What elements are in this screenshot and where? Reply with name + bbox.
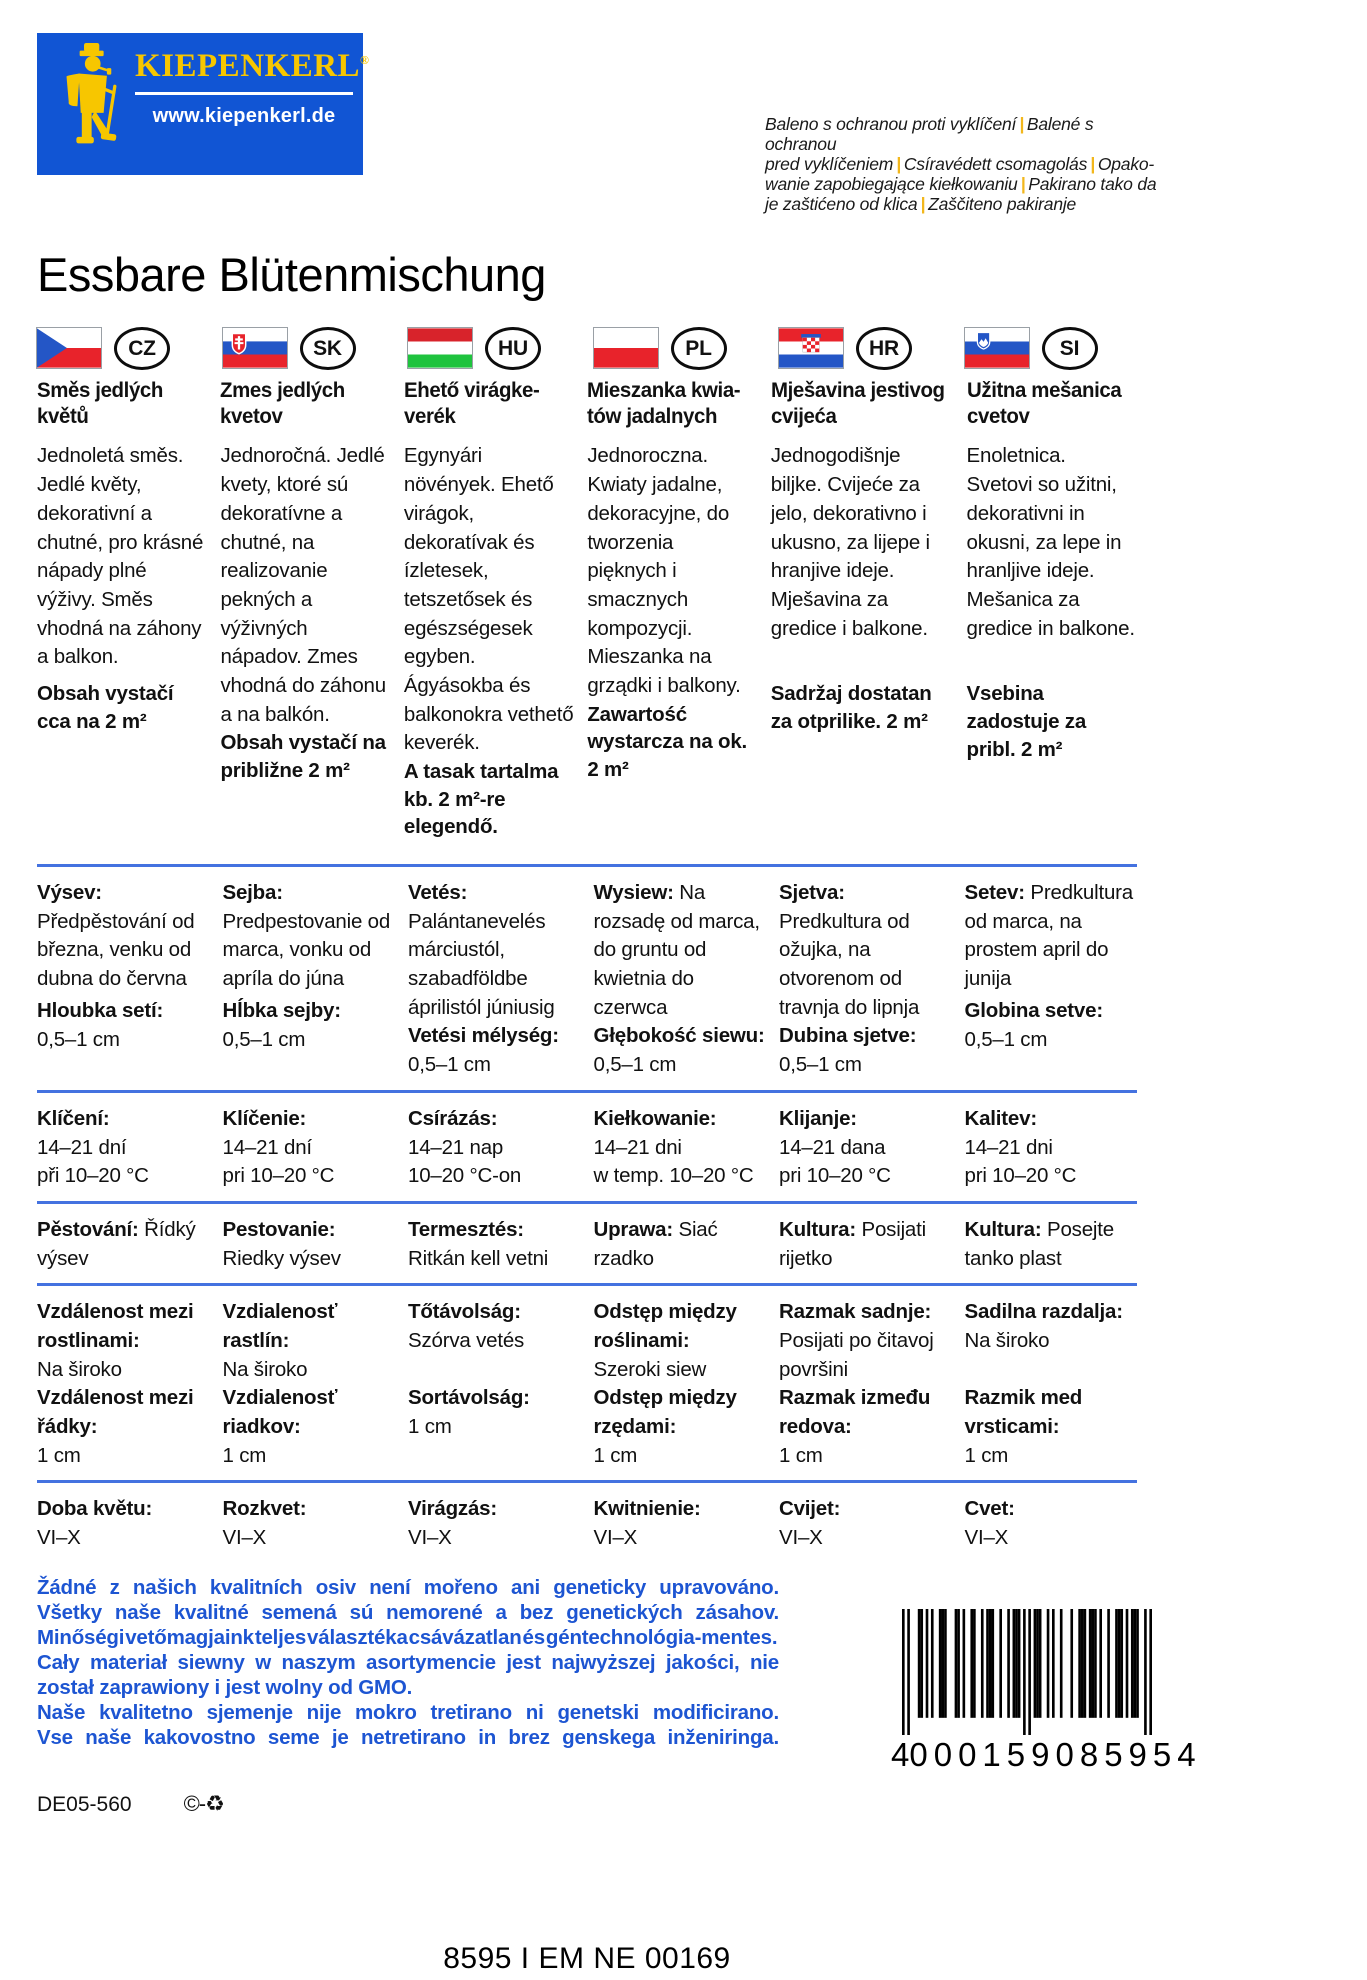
gmo-line-hr: Naše kvalitetno sjemenje nije mokro tretirano ni genetski modificirano. <box>37 1700 779 1724</box>
gmo-line-hu: Minőségi vetőmagjaink teljes választéka csávázatlan és géntechnológia-mentes. <box>37 1625 778 1649</box>
kiepenkerl-logo <box>37 33 370 175</box>
spacing-cell: Razmak sadnje: Posijati po čitavoj površini Razmak između redova: 1 cm <box>779 1300 934 1467</box>
divider-rule <box>37 1283 1137 1286</box>
packaging-note-line: Baleno s ochranou proti vyklíčení | Balené s ochranou <box>765 114 1094 154</box>
print-code: DE05-560 <box>37 1792 132 1816</box>
column-heading: Užitna mešanica cvetov <box>966 378 1121 428</box>
depth-value: 0,5–1 cm <box>408 1053 491 1077</box>
depth-value: 0,5–1 cm <box>964 1027 1048 1051</box>
culture-cell: Pěstování: Řídký výsev <box>37 1217 196 1270</box>
flowering-cell: Cvet: VI–X <box>964 1497 1015 1550</box>
depth-value: 0,5–1 cm <box>222 1027 306 1051</box>
item-code: 8595 I EM NE 00169 <box>443 1941 731 1975</box>
flowering-cell: Doba květu: VI–X <box>37 1497 153 1550</box>
logo-divider <box>135 92 353 95</box>
brand-url: www.kiepenkerl.de <box>152 104 336 127</box>
flag-cell <box>223 327 396 369</box>
packaging-note-line: pred vyklíčeniem | Csíravédett csomagolás | Opako- <box>765 153 1155 174</box>
separator-bar: | <box>896 153 901 174</box>
spacing-cell: Odstęp między roślinami: Szeroki siew Odstęp między rzędami: 1 cm <box>593 1300 737 1467</box>
flowering-cell: Virágzás: VI–X <box>408 1497 497 1550</box>
country-code-badge: CZ <box>114 327 170 370</box>
coverage-note: Sadržaj dostatan za otprilike. 2 m² <box>770 682 932 734</box>
packaging-note <box>765 115 1163 215</box>
barcode-digits <box>891 1735 1202 1773</box>
column-heading: Ehető virágke- verék <box>403 378 540 428</box>
germination-cell: Klíčenie: 14–21 dní pri 10–20 °C <box>222 1106 335 1188</box>
column-description: Jednoroczna. Kwiaty jadalne, dekoracyjne, do tworzenia pięknych i smacznych kompozycji. Mieszanka na grządki i balkony. <box>587 444 741 697</box>
depth-label: Hĺbka sejby: <box>222 999 341 1023</box>
column-heading: Směs jedlých květů <box>37 378 164 428</box>
coverage-note: Zawartość wystarcza na ok. 2 m² <box>587 702 748 782</box>
column-intro <box>37 378 207 854</box>
spacing-cell: Sadilna razdalja: Na široko Razmik med vrsticami: 1 cm <box>964 1300 1123 1467</box>
gmo-line-si: Vse naše kakovostno seme je netretirano in brez genskega inženiringa. <box>37 1725 779 1749</box>
logo-text <box>135 48 370 130</box>
slovenian-flag-icon <box>965 328 1029 368</box>
flag-cell <box>779 327 952 369</box>
separator-bar: | <box>1020 173 1026 194</box>
spacing-cell: Vzdálenost mezi rostlinami: Na široko Vzdálenost mezi řádky: 1 cm <box>37 1300 194 1467</box>
sowing-cell: Setev: Predkultura od marca, na prostem april do junija Globina setve: 0,5–1 cm <box>965 879 1138 1080</box>
barcode-bars-icon <box>902 1609 1152 1735</box>
barcode-lead-digit: 4 <box>891 1735 910 1773</box>
coverage-note: A tasak tartalma kb. 2 m²-re elegendő. <box>403 760 559 839</box>
country-code-badge: SI <box>1042 327 1098 370</box>
croatian-flag-icon <box>779 328 843 368</box>
culture-cell: Pestovanie: Riedky výsev <box>222 1217 341 1270</box>
depth-label: Hloubka setí: <box>37 999 164 1023</box>
spacing-cell: Vzdialenosť rastlín: Na široko Vzdialenosť riadkov: 1 cm <box>222 1300 338 1467</box>
green-dot-icon: ©-♻ <box>183 1791 224 1817</box>
flag-cell <box>408 327 581 369</box>
coverage-note: Vsebina zadostuje za pribl. 2 m² <box>966 682 1087 761</box>
coverage-note: Obsah vystačí na približne 2 m² <box>220 731 386 783</box>
kiepenkerl-figure-icon <box>63 43 129 172</box>
product-title: Essbare Blütenmischung <box>37 247 546 301</box>
sowing-cell: Wysiew: Na rozsadę od marca, do gruntu od kwietnia do czerwca Głębokość siewu: 0,5–1 cm <box>594 879 767 1080</box>
column-intro <box>404 378 574 854</box>
country-code-badge: HU <box>485 327 541 370</box>
culture-cell: Termesztés: Ritkán kell vetni <box>408 1217 549 1270</box>
culture-row <box>37 1216 1137 1273</box>
column-description: Jednoročná. Jedlé kvety, ktoré sú dekoratívne a chutné, na realizovanie pekných a výživných nápadov. Zmes vhodná do záhonu a na balkón. <box>220 444 386 726</box>
separator-bar: | <box>1090 153 1095 174</box>
column-intro <box>771 378 954 854</box>
flag-cell <box>965 327 1138 369</box>
separator-bar: | <box>1019 114 1024 134</box>
culture-cell: Kultura: Posejte tanko plast <box>964 1217 1114 1270</box>
germination-cell: Klijanje: 14–21 dana pri 10–20 °C <box>779 1106 891 1188</box>
depth-label: Głębokość siewu: <box>593 1024 765 1048</box>
separator-bar: | <box>920 193 926 214</box>
depth-value: 0,5–1 cm <box>593 1053 677 1077</box>
column-intro <box>967 378 1137 854</box>
spacing-cell: Tőtávolság: Szórva vetés Sortávolság: 1 cm <box>408 1300 530 1438</box>
spacing-row <box>37 1298 1137 1470</box>
column-description: Enoletnica. Svetovi so užitni, dekorativni in okusni, za lepe in hranljive ideje. Mešanica za gredice in balkone. <box>966 444 1135 640</box>
gmo-line-cz: Žádné z našich kvalitních osiv není mořeno ani geneticky upravováno. <box>37 1575 779 1599</box>
depth-label: Vetési mélység: <box>408 1024 559 1048</box>
column-heading: Mieszanka kwia- tów jadalnych <box>587 378 741 428</box>
country-code-badge: SK <box>300 327 356 370</box>
column-intro <box>220 378 390 854</box>
column-description: Jednogodišnje biljke. Cvijeće za jelo, dekorativno i ukusno, za lijepe i hranjive ideje. Mješavina za gredice i balkone. <box>770 444 930 640</box>
column-description: Jednoletá směs. Jedlé květy, dekorativní a chutné, pro krásné nápady plné výživy. Směs vhodná na záhony a balkon. <box>37 444 204 669</box>
column-intro <box>587 378 757 854</box>
intro-row <box>37 378 1137 854</box>
gmo-line-sk: Všetky naše kvalitné semená sú nemorené a bez genetických zásahov. <box>37 1600 779 1624</box>
barcode <box>891 1609 1202 1773</box>
column-description: Egynyári növények. Ehető virágok, dekoratívak és ízletesek, tetszetősek és egészségesek egyben. Ágyásokba és balkonokra vethető keverék. <box>403 444 574 755</box>
slovak-flag-icon <box>223 328 287 368</box>
header <box>37 33 1163 215</box>
divider-rule <box>37 864 1137 867</box>
culture-cell: Kultura: Posijati rijetko <box>779 1217 926 1270</box>
polish-flag-icon <box>594 328 658 368</box>
flags-row <box>37 327 1137 378</box>
germination-cell: Csírázás: 14–21 nap 10–20 °C-on <box>408 1106 522 1188</box>
czech-flag-icon <box>37 328 101 368</box>
sowing-cell: Vetés: Palántanevelés márciustól, szabadföldbe áprilistól júniusig Vetési mélység: 0,5–1 cm <box>408 879 581 1080</box>
flowering-cell: Cvijet: VI–X <box>779 1497 841 1550</box>
footer-codes <box>37 1789 1337 1820</box>
gmo-line-pl: Cały materiał siewny w naszym asortymencie jest najwyższej jakości, nie został zaprawiony i jest wolny od GMO. <box>37 1650 779 1699</box>
brand-name: KIEPENKERL® <box>135 48 370 84</box>
flowering-cell: Rozkvet: VI–X <box>222 1497 307 1550</box>
column-heading: Zmes jedlých kvetov <box>220 378 346 428</box>
hungarian-flag-icon <box>408 328 472 368</box>
germination-cell: Klíčení: 14–21 dní při 10–20 °C <box>37 1106 149 1188</box>
sowing-row <box>37 879 1137 1080</box>
divider-rule <box>37 1480 1137 1483</box>
flag-cell <box>594 327 767 369</box>
country-code-badge: PL <box>671 327 727 370</box>
depth-label: Globina setve: <box>964 999 1103 1023</box>
germination-cell: Kiełkowanie: 14–21 dni w temp. 10–20 °C <box>593 1106 754 1188</box>
barcode-right-digits: 085954 <box>1055 1735 1202 1773</box>
column-heading: Mješavina jestivog cvijeća <box>770 378 945 428</box>
sowing-cell: Sjetva: Predkultura od ožujka, na otvorenom od travnja do lipnja Dubina sjetve: 0,5–1 cm <box>779 879 952 1080</box>
sowing-cell: Sejba: Predpestovanie od marca, vonku od apríla do júna Hĺbka sejby: 0,5–1 cm <box>223 879 396 1080</box>
divider-rule <box>37 1090 1137 1093</box>
sowing-cell: Výsev: Předpěstování od března, venku od dubna do června Hloubka setí: 0,5–1 cm <box>37 879 210 1080</box>
depth-value: 0,5–1 cm <box>37 1027 120 1051</box>
divider-rule <box>37 1201 1137 1204</box>
gmo-statement <box>37 1575 779 1773</box>
germination-cell: Kalitev: 14–21 dni pri 10–20 °C <box>964 1106 1077 1188</box>
flowering-row <box>37 1495 1137 1552</box>
registered-mark: ® <box>360 53 370 67</box>
depth-value: 0,5–1 cm <box>779 1053 862 1077</box>
coverage-note: Obsah vystačí cca na 2 m² <box>37 682 174 734</box>
country-code-badge: HR <box>856 327 912 370</box>
flowering-cell: Kwitnienie: VI–X <box>593 1497 701 1550</box>
packaging-note-line: je zaštićeno od klica | Zaščiteno pakiranje <box>765 193 1077 214</box>
depth-label: Dubina sjetve: <box>779 1024 917 1048</box>
packaging-note-line: wanie zapobiegające kiełkowaniu | Pakirano tako da <box>765 173 1157 194</box>
bottom-section <box>37 1575 1202 1773</box>
culture-cell: Uprawa: Siać rzadko <box>593 1217 718 1270</box>
barcode-left-digits: 000159 <box>909 1735 1056 1773</box>
germination-row <box>37 1105 1137 1191</box>
flag-cell <box>37 327 210 369</box>
